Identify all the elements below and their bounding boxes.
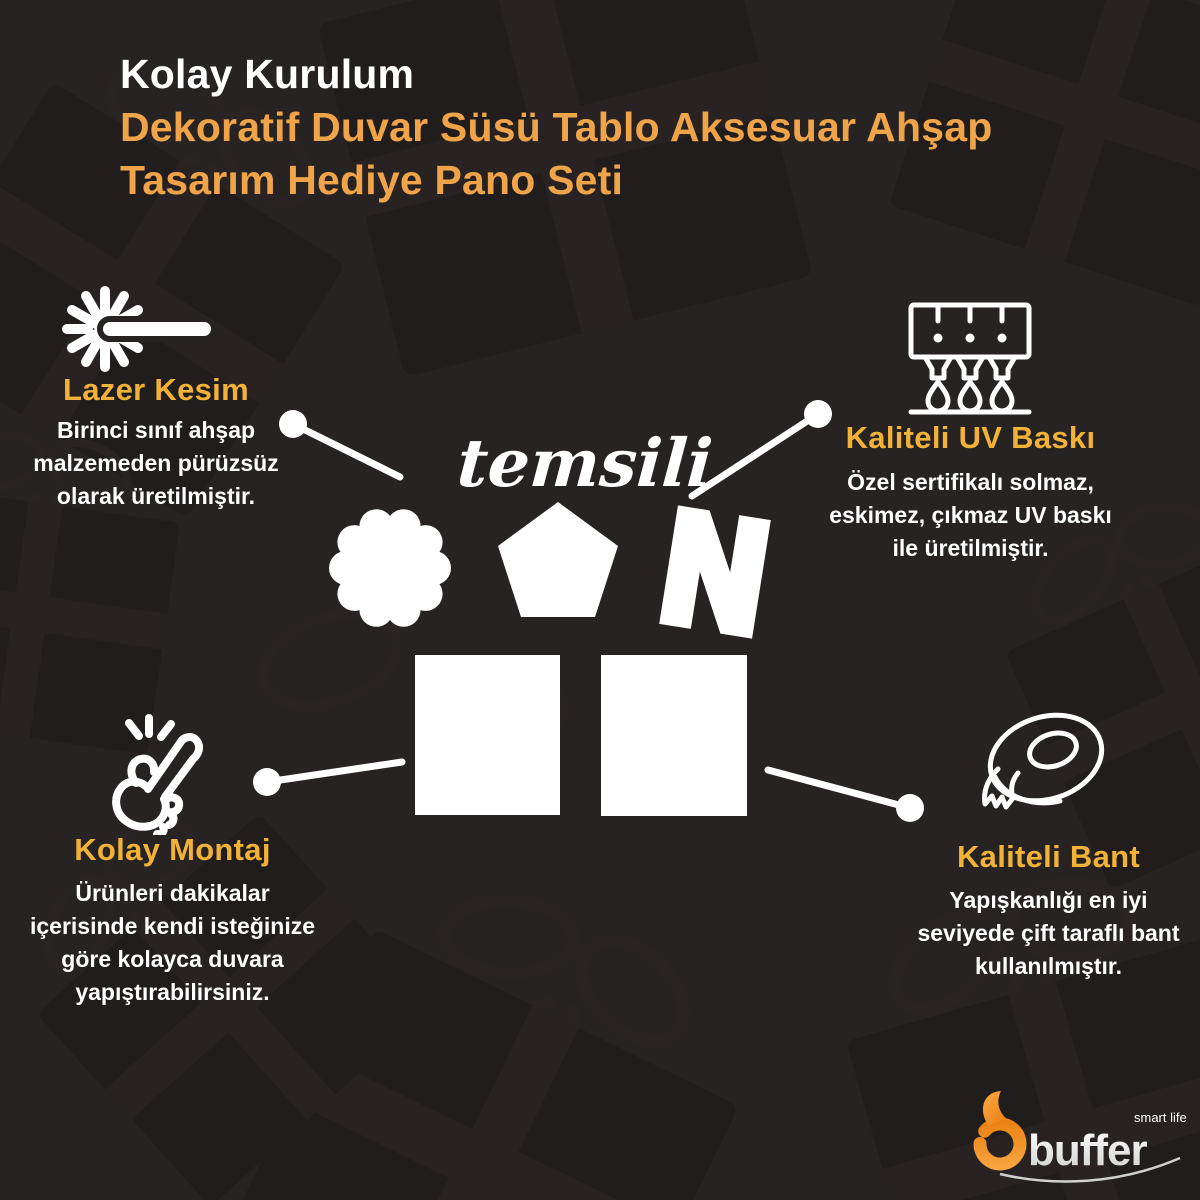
page-title-line-1: Kolay Kurulum <box>120 51 415 97</box>
feature-description-line: yapıştırabilirsiniz. <box>75 979 270 1005</box>
feature-description-line: Özel sertifikalı solmaz, <box>847 469 1094 495</box>
feature-title-uv-baski: Kaliteli UV Baskı <box>845 420 1096 455</box>
page-title-line-2: Dekoratif Duvar Süsü Tablo Aksesuar Ahşap <box>120 104 993 150</box>
product-shape-scalloped-circle <box>329 509 451 627</box>
feature-title-kaliteli-bant: Kaliteli Bant <box>956 839 1141 874</box>
product-shape-zigzag <box>659 505 771 638</box>
buffer-b-icon <box>972 1091 1028 1172</box>
feature-description-line: eskimez, çıkmaz UV baskı <box>829 502 1112 528</box>
feature-title-kolay-montaj: Kolay Montaj <box>74 832 271 867</box>
feature-description-line: olarak üretilmiştir. <box>56 483 256 509</box>
feature-description-line: ile üretilmiştir. <box>892 535 1049 561</box>
buffer-wordmark: buffer <box>1028 1126 1147 1175</box>
temsili-watermark: temsili <box>454 424 716 502</box>
product-shape-pentagon <box>498 502 618 617</box>
feature-description-line: Birinci sınıf ahşap <box>56 417 256 443</box>
page-title-line-3: Tasarım Hediye Pano Seti <box>120 157 624 203</box>
feature-description-line: içerisinde kendi isteğinize <box>29 913 316 939</box>
product-shape-square-right <box>601 655 747 816</box>
feature-description-line: göre kolayca duvara <box>61 946 284 972</box>
feature-description-line: kullanılmıştır. <box>975 953 1122 979</box>
feature-description-line: Yapışkanlığı en iyi <box>949 887 1148 913</box>
feature-title-lazer-kesim: Lazer Kesim <box>63 372 249 407</box>
product-shape-square-left <box>415 655 560 815</box>
feature-description-line: seviyede çift taraflı bant <box>917 920 1180 946</box>
feature-description-line: malzemeden pürüzsüz <box>33 450 279 476</box>
smart-life-tagline: smart life <box>1134 1110 1187 1125</box>
brand-logo <box>958 1084 1193 1188</box>
feature-description-line: Ürünleri dakikalar <box>75 880 270 906</box>
